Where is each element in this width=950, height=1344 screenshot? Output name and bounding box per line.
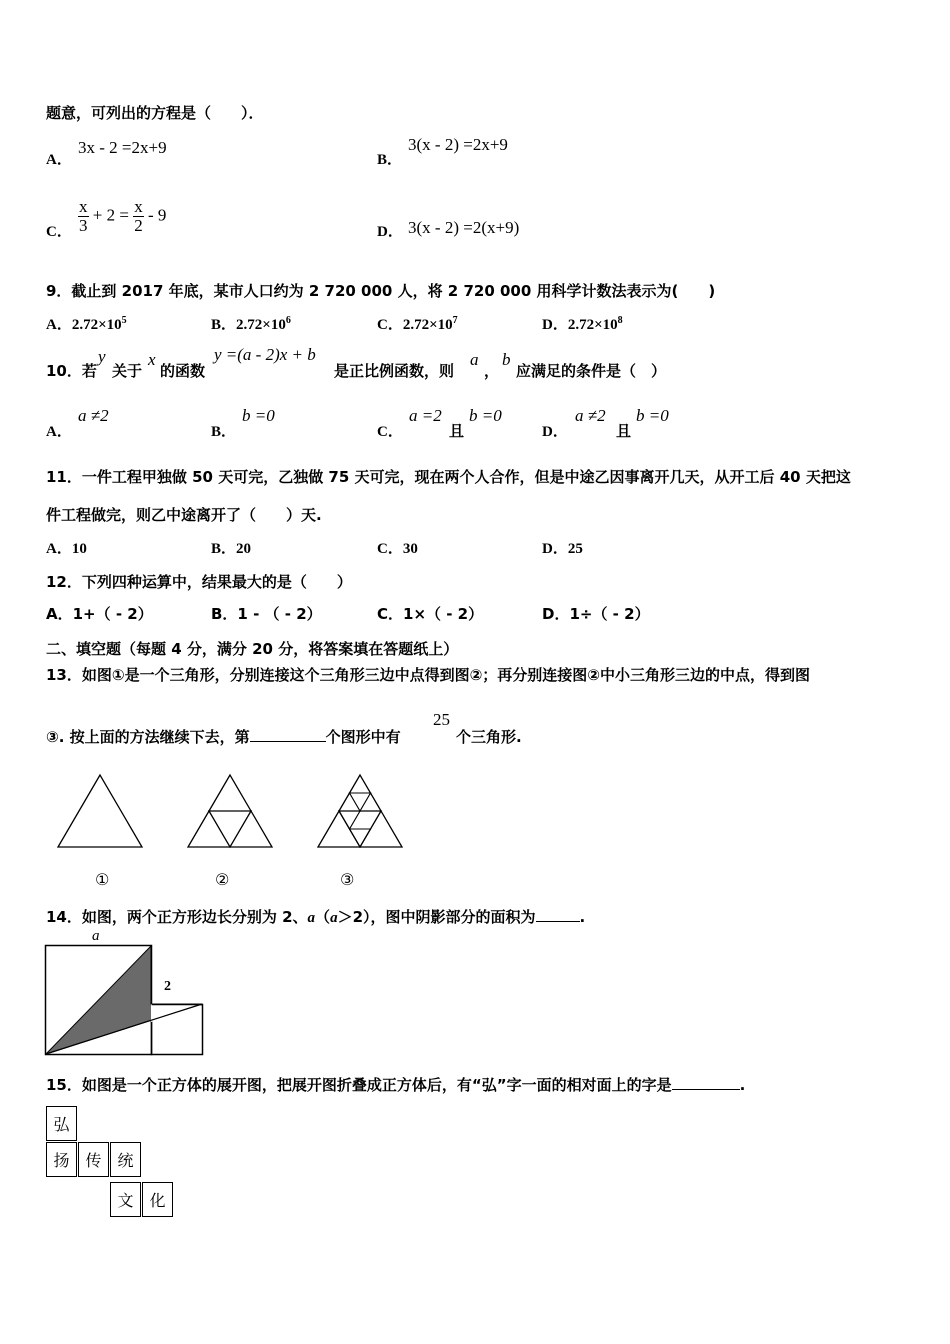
q14-squares-figure <box>44 944 206 1058</box>
q10-stem-part3: 的函数 <box>160 362 206 380</box>
q9-option-b <box>211 313 291 334</box>
q8-option-a-equation: 3x - 2 =2x+9 <box>78 138 167 157</box>
q8-option-b-label: B． <box>377 152 403 168</box>
q9-option-d <box>542 313 623 334</box>
q8-option-c-equation <box>78 198 166 235</box>
q9-option-a <box>46 313 127 334</box>
q8-c-middle: + 2 = <box>92 205 129 225</box>
q9-a-exponent: 5 <box>121 315 127 326</box>
q10-var-y: y <box>98 347 106 366</box>
q10-stem-part5: 应满足的条件是（ ） <box>516 362 667 380</box>
q13-line2-part-c: 个三角形. <box>456 728 522 746</box>
q10-option-c-and: 且 <box>449 422 465 440</box>
cube-net-cell-hua: 化 <box>142 1182 173 1217</box>
q14-figure-label-a: a <box>92 928 100 944</box>
q11-stem-line1: 11．一件工程甲独做 50 天可完，乙独做 75 天可完，现在两个人合作，但是中途乙因事离开几天，从开工后 40 天把这 <box>46 468 851 486</box>
q12-option-d: D．1÷（ - 2） <box>542 605 650 623</box>
q14-stem-part-a: 14．如图，两个正方形边长分别为 2、 <box>46 908 308 926</box>
section-2-title: 二、填空题（每题 4 分，满分 20 分，将答案填在答题纸上） <box>46 640 459 658</box>
q10-option-a-label: A． <box>46 424 72 440</box>
q13-stem-line2 <box>46 726 401 747</box>
q13-figure-1-label: ① <box>95 870 110 889</box>
q13-figure-2-label: ② <box>215 870 230 889</box>
q10-stem-part2: 关于 <box>112 362 143 380</box>
q8-option-d-equation: 3(x - 2) =2(x+9) <box>408 218 520 237</box>
q10-option-d-condition-1: a ≠2 <box>575 406 606 425</box>
q14-stem-part-d: . <box>579 908 586 926</box>
q11-option-d: D．25 <box>542 541 583 557</box>
q14-cond-var-a: a <box>330 910 338 926</box>
q14-stem <box>46 906 585 927</box>
q10-option-b-condition: b =0 <box>242 406 275 425</box>
q11-option-b: B．20 <box>211 541 252 557</box>
q10-option-d-and: 且 <box>616 422 632 440</box>
q12-option-b: B．1 - （ - 2） <box>211 605 322 623</box>
q14-answer-blank[interactable] <box>536 921 580 922</box>
q11-stem-line2: 件工程做完，则乙中途离开了（ ）天. <box>46 506 322 524</box>
q15-stem-part-a: 15．如图是一个正方体的展开图，把展开图折叠成正方体后，有“弘”字一面的相对面上的字是 <box>46 1076 672 1094</box>
q15-answer-blank[interactable] <box>672 1089 740 1090</box>
q13-line2-part-a: ③. 按上面的方法继续下去，第 <box>46 728 250 746</box>
q9-stem: 9．截止到 2017 年底，某市人口约为 2 720 000 人，将 2 720 000 用科学计数法表示为( ) <box>46 282 716 300</box>
q9-option-c <box>377 313 458 334</box>
q14-stem-part-b: （ <box>315 908 331 926</box>
q9-b-mantissa: 2.72×10 <box>236 317 286 333</box>
q9-c-label: C． <box>377 317 403 333</box>
q13-figure-2 <box>185 772 275 850</box>
q10-option-a-condition: a ≠2 <box>78 406 109 425</box>
q14-shaded-region <box>46 946 202 1054</box>
cube-net-cell-tong: 统 <box>110 1142 141 1177</box>
q8-c-numerator-2: x <box>134 197 143 216</box>
q10-stem-part4: 是正比例函数，则 <box>334 362 455 380</box>
cube-net-cell-hong: 弘 <box>46 1106 77 1141</box>
q10-var-x: x <box>148 350 156 369</box>
q10-option-d-condition-2: b =0 <box>636 406 669 425</box>
q11-option-c: C．30 <box>377 541 418 557</box>
q8-c-denominator-2: 2 <box>134 216 143 235</box>
q15-stem <box>46 1074 745 1095</box>
q9-b-label: B． <box>211 317 237 333</box>
q9-c-exponent: 7 <box>452 315 458 326</box>
q10-option-c-label: C． <box>377 424 403 440</box>
q8-c-numerator-1: x <box>79 197 88 216</box>
q9-a-label: A． <box>46 317 72 333</box>
q14-figure-label-2: 2 <box>164 979 171 994</box>
q10-option-c-condition-2: b =0 <box>469 406 502 425</box>
q8-option-c-label: C． <box>46 224 72 240</box>
q13-figure-1 <box>55 772 145 850</box>
q12-stem: 12．下列四种运算中，结果最大的是（ ） <box>46 573 352 591</box>
q10-var-a: a <box>470 350 479 369</box>
q13-figure-3-label: ③ <box>340 870 355 889</box>
q15-stem-part-b: . <box>739 1076 746 1094</box>
cube-net-cell-chuan: 传 <box>78 1142 109 1177</box>
q9-a-mantissa: 2.72×10 <box>71 317 122 333</box>
cube-net-cell-yang: 扬 <box>46 1142 77 1177</box>
q13-line2-part-b: 个图形中有 <box>325 728 401 746</box>
q12-option-a: A．1+（ - 2） <box>46 605 153 623</box>
q9-d-mantissa: 2.72×10 <box>567 317 618 333</box>
q9-d-exponent: 8 <box>617 315 623 326</box>
q9-d-label: D． <box>542 317 568 333</box>
q10-comma: ， <box>484 362 500 380</box>
q13-figure-3 <box>315 772 405 850</box>
q8-option-a-label: A． <box>46 152 72 168</box>
q9-c-mantissa: 2.72×10 <box>402 317 453 333</box>
q8-option-b-equation: 3(x - 2) =2x+9 <box>408 135 508 154</box>
q8-c-tail: - 9 <box>147 205 167 225</box>
q10-stem-part1: 10．若 <box>46 362 97 380</box>
q13-answer-blank[interactable] <box>250 741 326 742</box>
q14-var-a: a <box>307 910 316 926</box>
q11-option-a: A．10 <box>46 541 87 557</box>
cube-net-cell-wen: 文 <box>110 1182 141 1217</box>
q9-b-exponent: 6 <box>285 315 291 326</box>
q12-option-c: C．1×（ - 2） <box>377 605 484 623</box>
q13-stem-line1: 13．如图①是一个三角形，分别连接这个三角形三边中点得到图②；再分别连接图②中小三角形三边的中点，得到图 <box>46 666 810 684</box>
q8-stem-tail: 题意，可列出的方程是（ ）． <box>46 104 264 122</box>
q10-var-b: b <box>502 350 511 369</box>
q10-function: y =(a - 2)x + b <box>214 345 316 364</box>
q10-option-b-label: B． <box>211 424 237 440</box>
q8-c-denominator-1: 3 <box>79 216 88 235</box>
q13-triangle-count: 25 <box>433 710 450 729</box>
q8-option-d-label: D． <box>377 224 403 240</box>
q10-option-c-condition-1: a =2 <box>409 406 442 425</box>
q10-option-d-label: D． <box>542 424 568 440</box>
q14-stem-part-c: ＞2），图中阴影部分的面积为 <box>337 908 536 926</box>
